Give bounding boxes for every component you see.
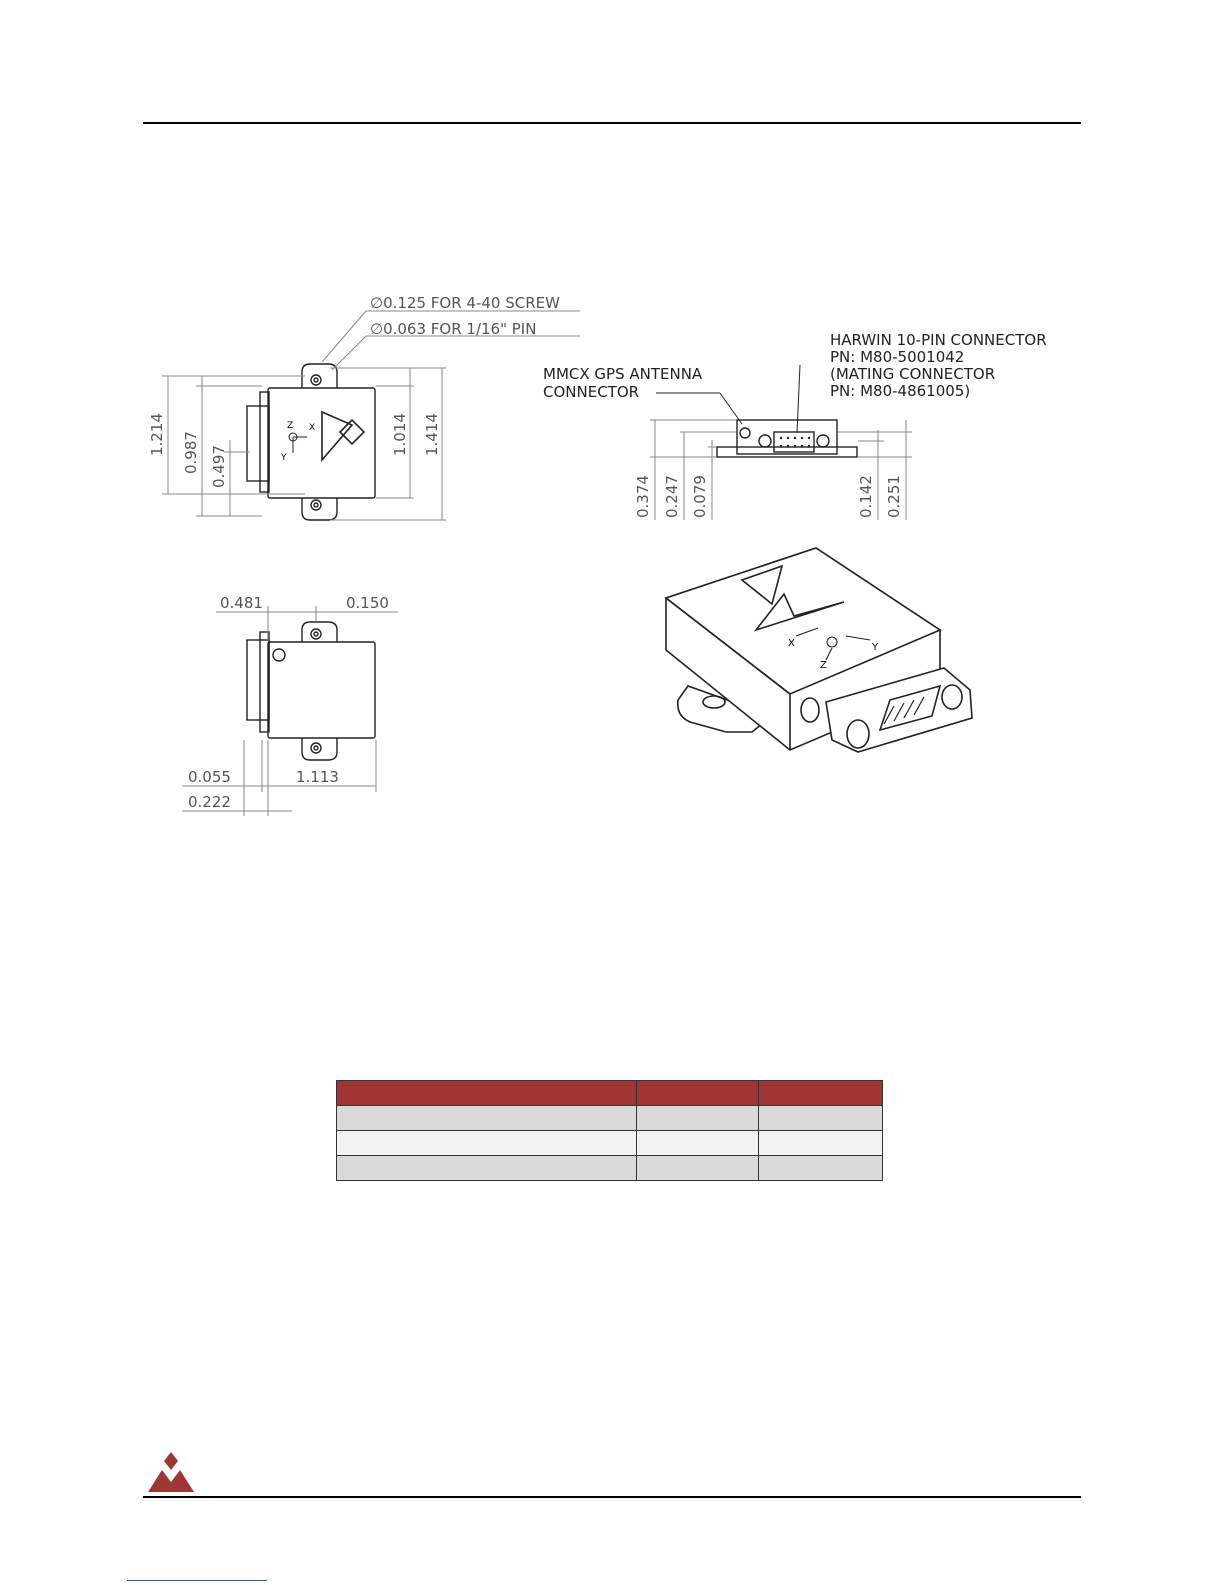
dim-0987: 0.987 [182,431,200,474]
dim-1014: 1.014 [391,413,409,456]
axis-y-label: Y [281,453,287,463]
bottom-view-labels [188,594,389,811]
harwin-label-2: PN: M80-5001042 [830,348,965,366]
footer-rule [143,1496,1081,1498]
side-view-labels [543,331,1047,518]
table-cell [337,1106,637,1131]
top-view [247,364,375,520]
dim-1113: 1.113 [296,768,339,786]
bottom-view [247,622,375,760]
isometric-view [666,548,972,752]
table-row [337,1106,883,1131]
table-cell [759,1131,883,1156]
mmcx-connector [740,428,750,438]
lid-logo-diamond [340,420,364,444]
table-cell [637,1156,759,1181]
harwin-label-3: (MATING CONNECTOR [830,365,996,383]
dim-0497: 0.497 [210,445,228,488]
harwin-connector [774,432,814,452]
footer-link-underline[interactable] [127,1580,267,1581]
dim-1214: 1.214 [148,413,166,456]
table-cell [759,1106,883,1131]
dim-0374: 0.374 [634,475,652,518]
dim-0247: 0.247 [663,475,681,518]
axis-x-label: X [309,423,316,433]
top-hole-2 [311,500,321,510]
iso-axis-z: Z [820,660,827,671]
mmcx-label-1: MMCX GPS ANTENNA [543,365,703,383]
table-row [337,1156,883,1181]
harwin-label-4: PN: M80-4861005) [830,382,971,400]
axis-z-label: Z [287,421,294,431]
table-header-row [337,1081,883,1106]
top-hole-1 [311,375,321,385]
dim-0079: 0.079 [691,475,709,518]
table-cell [337,1131,637,1156]
screw-hole-callout: ∅0.125 FOR 4-40 SCREW [370,294,560,312]
dim-0481: 0.481 [220,594,263,612]
harwin-label-1: HARWIN 10-PIN CONNECTOR [830,331,1047,349]
dim-0150: 0.150 [346,594,389,612]
dim-1414: 1.414 [423,413,441,456]
pin-hole-callout: ∅0.063 FOR 1/16" PIN [370,320,537,338]
table-row [337,1131,883,1156]
dim-0251: 0.251 [885,475,903,518]
table-header-cell [759,1081,883,1106]
vectornav-logo-icon [148,1452,194,1492]
table-header-cell [637,1081,759,1106]
iso-axis-y: Y [872,642,879,653]
table-cell [759,1156,883,1181]
top-connector-outline [247,406,269,481]
table-cell [337,1156,637,1181]
lid-logo-triangle [322,412,352,460]
dim-0222: 0.222 [188,793,231,811]
bottom-body-outline [268,642,375,738]
side-view [717,420,857,457]
top-view-labels [148,294,560,488]
table-cell [637,1131,759,1156]
spec-table [336,1080,883,1181]
table-cell [637,1106,759,1131]
bottom-connector-outline [247,640,269,720]
dim-0055: 0.055 [188,768,231,786]
dim-0142: 0.142 [857,475,875,518]
side-body-outline [737,420,837,454]
mmcx-label-2: CONNECTOR [543,383,640,401]
iso-axis-x: X [788,638,795,649]
bottom-mmcx [273,649,285,661]
table-header-cell [337,1081,637,1106]
